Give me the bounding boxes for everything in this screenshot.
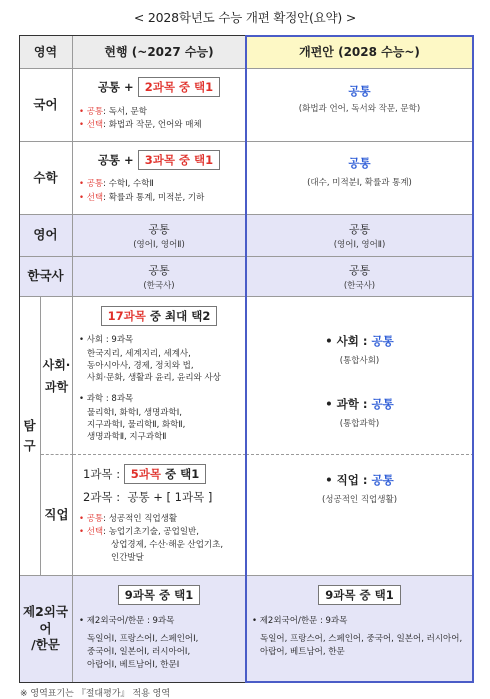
header-new (246, 35, 474, 69)
foreign-new-line-1: 독일어, 프랑스어, 스페인어, 중국어, 일본어, 러시아어, (260, 634, 463, 644)
english-new-main: 공통 (348, 223, 371, 236)
korean-current-common: • 공통: 독서, 문학 (79, 107, 147, 117)
math-choice-value: : 확률과 통계, 미적분, 기하 (103, 193, 205, 203)
voc-common: • 공통: 성공적인 직업생활 (79, 514, 178, 524)
english-new-sub: (영어Ⅰ, 영어Ⅱ) (333, 240, 386, 250)
social-line-3: 사회·문화, 생활과 윤리, 윤리와 사상 (87, 373, 221, 383)
english-current-main: 공통 (148, 223, 170, 236)
sosci-box-rest: 중 최대 택2 (149, 309, 211, 323)
header-current-label: 현행 (~2027 수능) (104, 45, 214, 59)
header-area-label: 영역 (33, 45, 58, 59)
voc-choice: • 선택: 농업기초기술, 공업일반, (79, 527, 199, 537)
new-social-line: • 사회 : 공통 (325, 334, 394, 348)
sosci-box-number: 17과목 (107, 309, 146, 323)
korean-current-choice: • 선택: 화법과 작문, 언어와 매체 (79, 120, 202, 130)
korean-current-box: 2과목 중 택1 (138, 77, 220, 97)
history-current-sub: (한국사) (143, 281, 175, 291)
sosci-current (73, 297, 246, 455)
foreign-current-structure (73, 585, 245, 605)
math-common-label: 공통 (86, 179, 104, 189)
voc-choice-line-1: : 농업기초기술, 공업일반, (103, 527, 199, 537)
area-english-label: 영어 (33, 227, 58, 243)
history-current (73, 257, 246, 297)
korean-choice-value: : 화법과 작문, 언어와 매체 (103, 120, 202, 130)
voc-line-1 (83, 464, 206, 484)
new-voc-label: 직업 (336, 473, 359, 487)
new-science-value: 공통 (371, 397, 394, 411)
foreign-new (246, 576, 474, 683)
history-current-main: 공통 (148, 264, 170, 277)
science-line-2: 지구과학Ⅰ, 물리학Ⅱ, 화학Ⅱ, (87, 420, 186, 430)
area-sosci (41, 297, 73, 455)
math-new-sub: (대수, 미적분Ⅰ, 확률과 통계) (307, 178, 412, 188)
science-head: • 과학 : 8과목 (79, 394, 134, 404)
new-social-label: 사회 (336, 334, 359, 348)
vocational-new (246, 455, 474, 576)
korean-current (73, 69, 246, 142)
foreign-current-box: 9과목 중 택1 (118, 585, 200, 605)
math-current-structure (73, 150, 245, 170)
voc-common-label: 공통 (86, 514, 104, 524)
area-inquiry-label: 탐구 (23, 418, 36, 453)
foreign-current (73, 576, 246, 683)
social-head: • 사회 : 9과목 (79, 335, 134, 345)
new-social-value: 공통 (371, 334, 394, 348)
voc-line-2: 2과목 : 공통 + [ 1과목 ] (83, 490, 213, 504)
sosci-new (246, 297, 474, 455)
history-new (246, 257, 474, 297)
science-line-1: 물리학Ⅰ, 화학Ⅰ, 생명과학Ⅰ, (87, 408, 182, 418)
area-sosci-label: 사회·과학 (42, 357, 71, 394)
area-vocational (41, 455, 73, 576)
korean-new-sub: (화법과 언어, 독서와 작문, 문학) (298, 104, 421, 114)
new-science-sub: (통합과학) (339, 419, 380, 429)
history-new-main: 공통 (348, 264, 371, 277)
foreign-current-line-2: 중국어Ⅰ, 일본어Ⅰ, 러시아어Ⅰ, (87, 647, 191, 657)
header-new-label: 개편안 (2028 수능~) (299, 45, 420, 59)
math-current-common: • 공통: 수학Ⅰ, 수학Ⅱ (79, 179, 154, 189)
area-vocational-label: 직업 (44, 506, 69, 522)
area-foreign-label-1: 제2외국어 (23, 603, 68, 636)
foreign-current-head: • 제2외국어/한문 : 9과목 (79, 616, 175, 626)
voc-box-rest: 중 택1 (164, 467, 200, 481)
math-current-box: 3과목 중 택1 (138, 150, 220, 170)
area-korean-label: 국어 (33, 96, 58, 112)
new-science-line: • 과학 : 공통 (325, 397, 394, 411)
korean-new (246, 69, 474, 142)
foreign-new-structure (246, 585, 473, 605)
voc-choice-label: 선택 (86, 527, 104, 537)
history-new-sub: (한국사) (343, 281, 376, 291)
korean-current-structure (73, 77, 245, 97)
math-current-choice: • 선택: 확률과 통계, 미적분, 기하 (79, 193, 205, 203)
english-new (246, 215, 474, 257)
voc-box-number: 5과목 (130, 467, 161, 481)
voc-choice-line-2: 상업경제, 수산·해운 산업기초, (111, 540, 224, 550)
math-choice-label: 선택 (86, 193, 104, 203)
area-inquiry (19, 297, 41, 576)
voc-choice-line-3: 인간발달 (111, 553, 144, 563)
social-line-1: 한국지리, 세계지리, 세계사, (87, 349, 191, 359)
voc-common-value: : 성공적인 직업생활 (103, 514, 178, 524)
area-history (19, 257, 73, 297)
foreign-new-head: • 제2외국어/한문 : 9과목 (252, 616, 348, 626)
area-math (19, 142, 73, 215)
page-title: < 2028학년도 수능 개편 확정안(요약) > (133, 10, 357, 25)
footnote: ※ 영역표기는 『절대평가』 적용 영역 (20, 689, 171, 699)
new-voc-value: 공통 (371, 473, 394, 487)
math-current (73, 142, 246, 215)
area-foreign (19, 576, 73, 683)
header-current (73, 35, 246, 69)
new-science-label: 과학 (336, 397, 359, 411)
math-new-main: 공통 (348, 156, 371, 170)
korean-common-value: : 독서, 문학 (103, 107, 147, 117)
area-math-label: 수학 (33, 169, 58, 185)
science-line-3: 생명과학Ⅱ, 지구과학Ⅱ (87, 432, 167, 442)
math-new (246, 142, 474, 215)
sosci-current-structure (73, 306, 245, 326)
social-line-2: 동아시아사, 경제, 정치와 법, (87, 361, 194, 371)
area-english (19, 215, 73, 257)
vocational-current (73, 455, 246, 576)
area-history-label: 한국사 (27, 268, 64, 284)
header-area (19, 35, 73, 69)
korean-common-label: 공통 (86, 107, 104, 117)
voc-line-1-prefix: 1과목 : (83, 467, 121, 481)
foreign-new-box: 9과목 중 택1 (318, 585, 400, 605)
area-foreign-label-2: /한문 (31, 637, 60, 653)
korean-new-main: 공통 (348, 84, 371, 98)
korean-choice-label: 선택 (86, 120, 104, 130)
new-voc-line: • 직업 : 공통 (325, 473, 394, 487)
new-voc-sub: (성공적인 직업생활) (321, 495, 398, 505)
english-current-sub: (영어Ⅰ, 영어Ⅱ) (133, 240, 185, 250)
math-current-prefix: 공통 + (97, 153, 134, 167)
math-common-value: : 수학Ⅰ, 수학Ⅱ (103, 179, 154, 189)
foreign-current-line-1: 독일어Ⅰ, 프랑스어Ⅰ, 스페인어Ⅰ, (87, 634, 199, 644)
foreign-new-line-2: 아랍어, 베트남어, 한문 (260, 647, 345, 657)
foreign-current-line-3: 아랍어Ⅰ, 베트남어Ⅰ, 한문Ⅰ (87, 660, 180, 670)
area-korean (19, 69, 73, 142)
new-social-sub: (통합사회) (339, 356, 380, 366)
english-current (73, 215, 246, 257)
korean-current-prefix: 공통 + (97, 80, 134, 94)
